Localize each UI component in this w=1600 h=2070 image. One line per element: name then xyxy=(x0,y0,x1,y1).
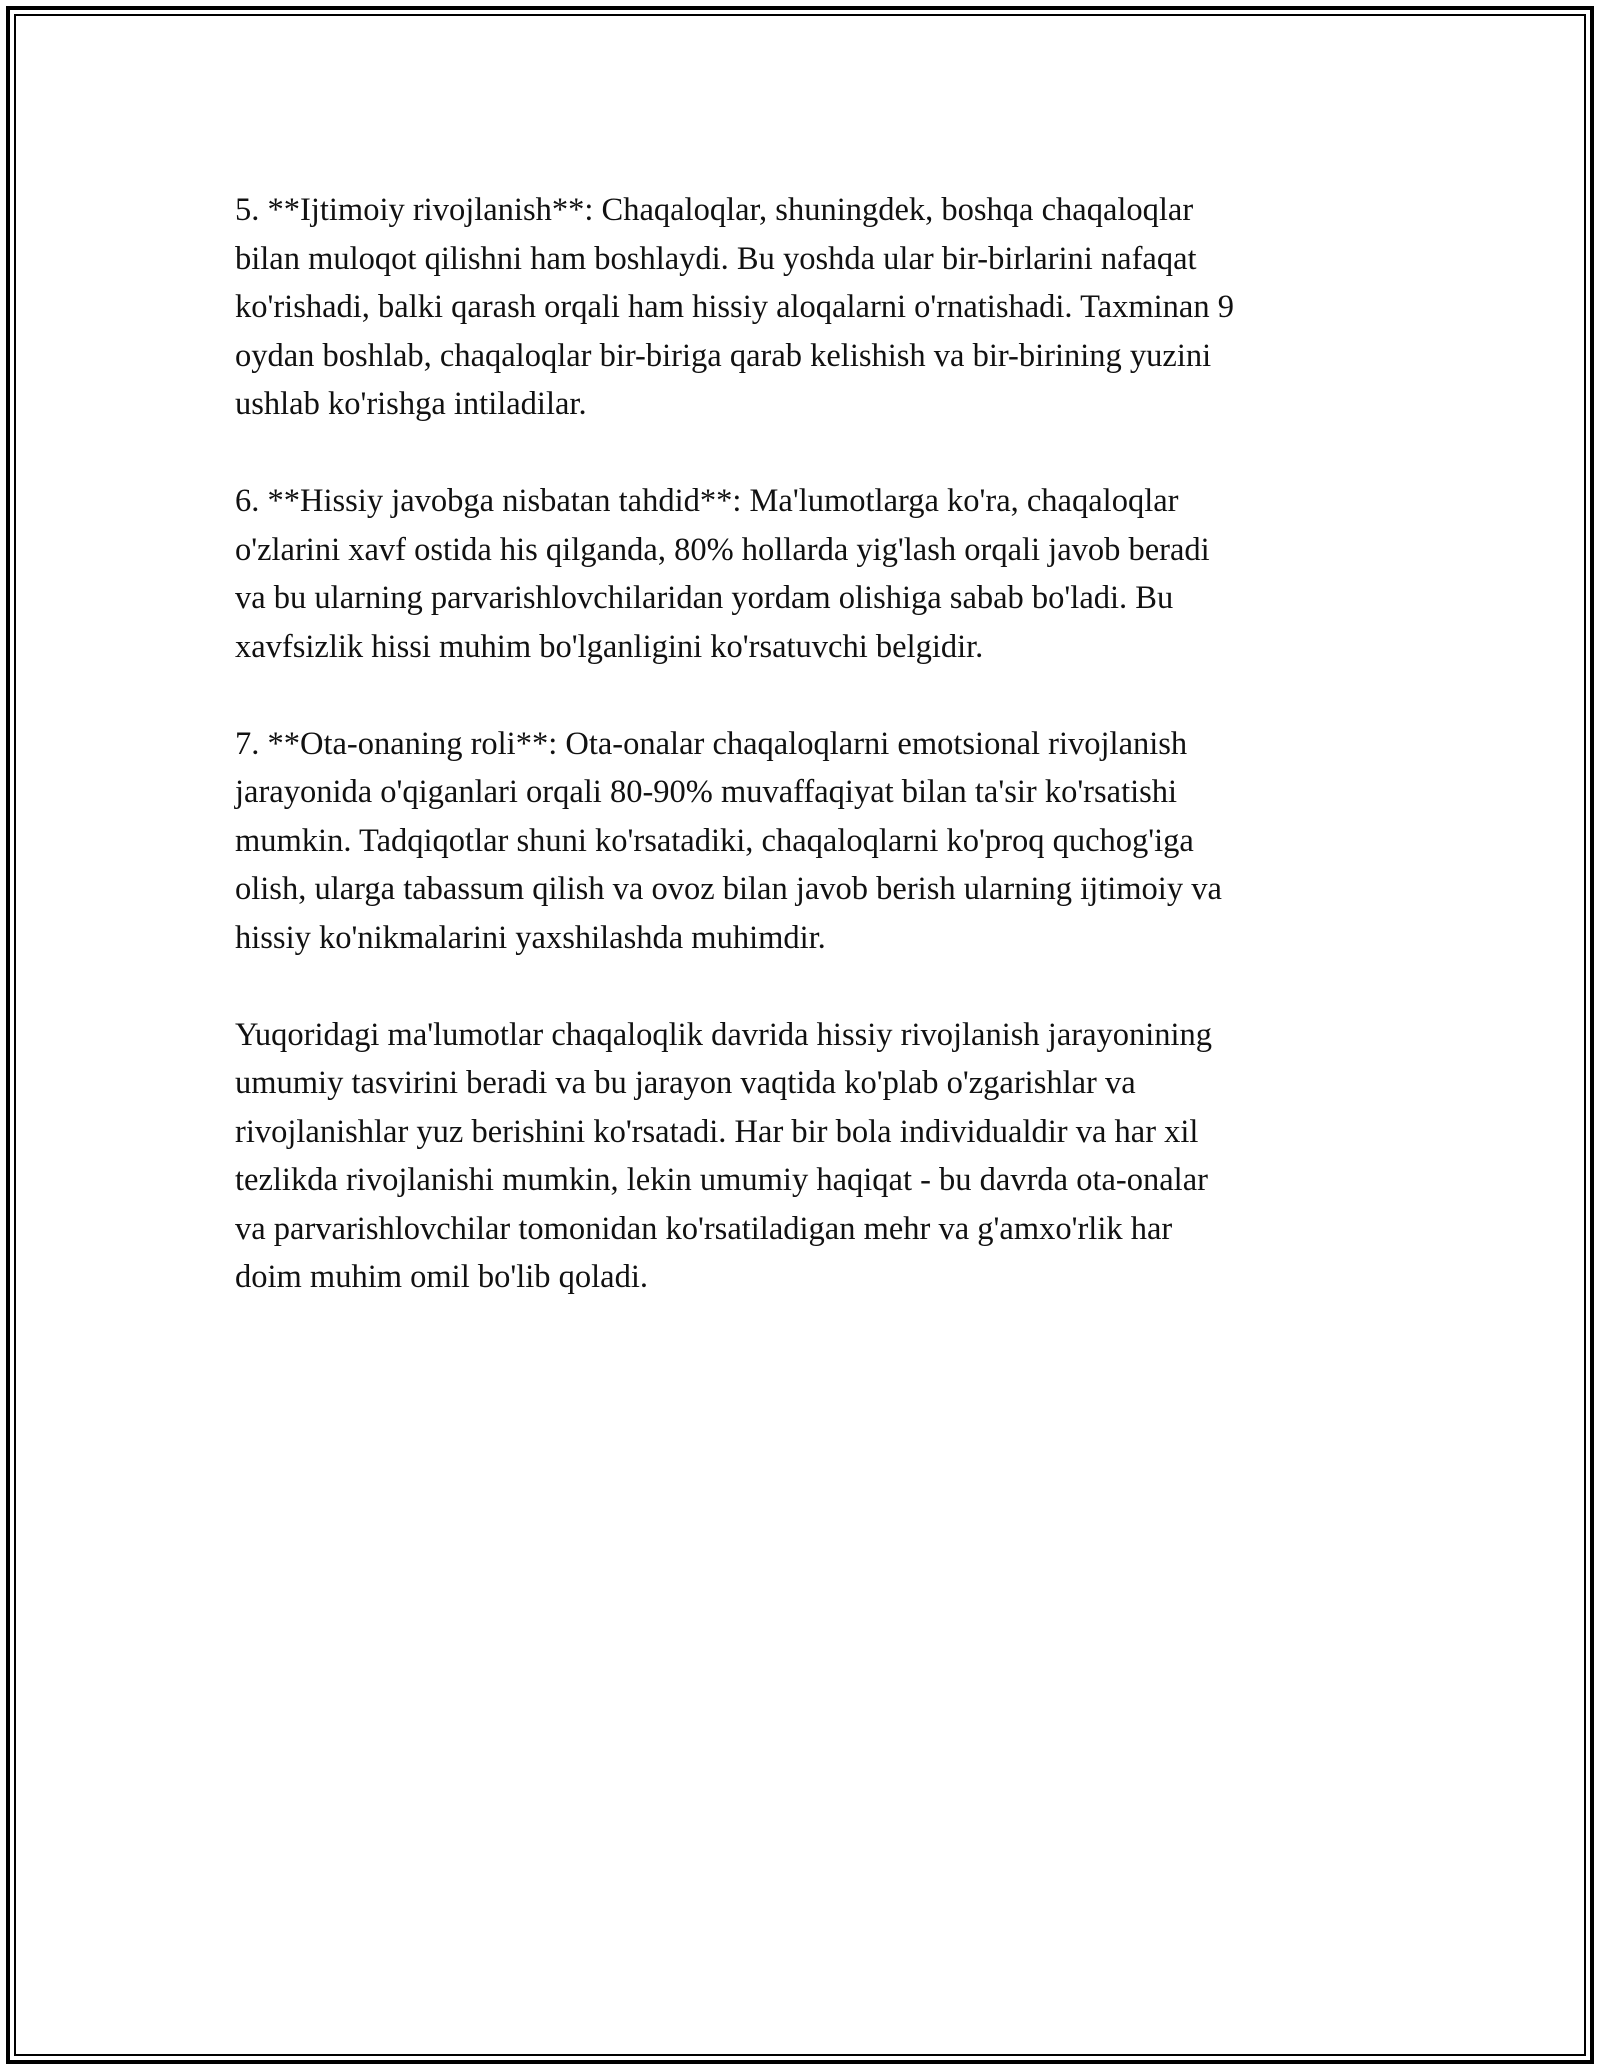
paragraph-emotional-response: 6. **Hissiy javobga nisbatan tahdid**: Ma'lumotlarga ko'ra, chaqaloqlar o'zlarini xavf ostida his qilganda, 80% hollarda yig'lash orqali javob beradi va bu ularning parvarishlovchilaridan yordam olishiga sabab bo'ladi. Bu xavfsizlik hissi muhim bo'lganligini ko'rsatuvchi belgidir. xyxy=(235,483,1210,665)
document-body xyxy=(235,186,1385,1350)
paragraph-social-development: 5. **Ijtimoiy rivojlanish**: Chaqaloqlar, shuningdek, boshqa chaqaloqlar bilan muloqot qilishni ham boshlaydi. Bu yoshda ular bir-birlarini nafaqat ko'rishadi, balki qarash orqali ham hissiy aloqalarni o'rnatishadi. Taxminan 9 oydan boshlab, chaqaloqlar bir-biriga qarab kelishish va bir-birining yuzini ushlab ko'rishga intiladilar. xyxy=(235,192,1234,422)
paragraph-parent-role: 7. **Ota-onaning roli**: Ota-onalar chaqaloqlarni emotsional rivojlanish jarayonida o'qiganlari orqali 80-90% muvaffaqiyat bilan ta'sir ko'rsatishi mumkin. Tadqiqotlar shuni ko'rsatadiki, chaqaloqlarni ko'proq quchog'iga olish, ularga tabassum qilish va ovoz bilan javob berish ularning ijtimoiy va hissiy ko'nikmalarini yaxshilashda muhimdir. xyxy=(235,725,1222,956)
paragraph-conclusion: Yuqoridagi ma'lumotlar chaqaloqlik davrida hissiy rivojlanish jarayonining umumiy tasvirini beradi va bu jarayon vaqtida ko'plab o'zgarishlar va rivojlanishlar yuz berishini ko'rsatadi. Har bir bola individualdir va har xil tezlikda rivojlanishi mumkin, lekin umumiy haqiqat - bu davrda ota-onalar va parvarishlovchilar tomonidan ko'rsatiladigan mehr va g'amxo'rlik har doim muhim omil bo'lib qoladi. xyxy=(235,1016,1213,1295)
